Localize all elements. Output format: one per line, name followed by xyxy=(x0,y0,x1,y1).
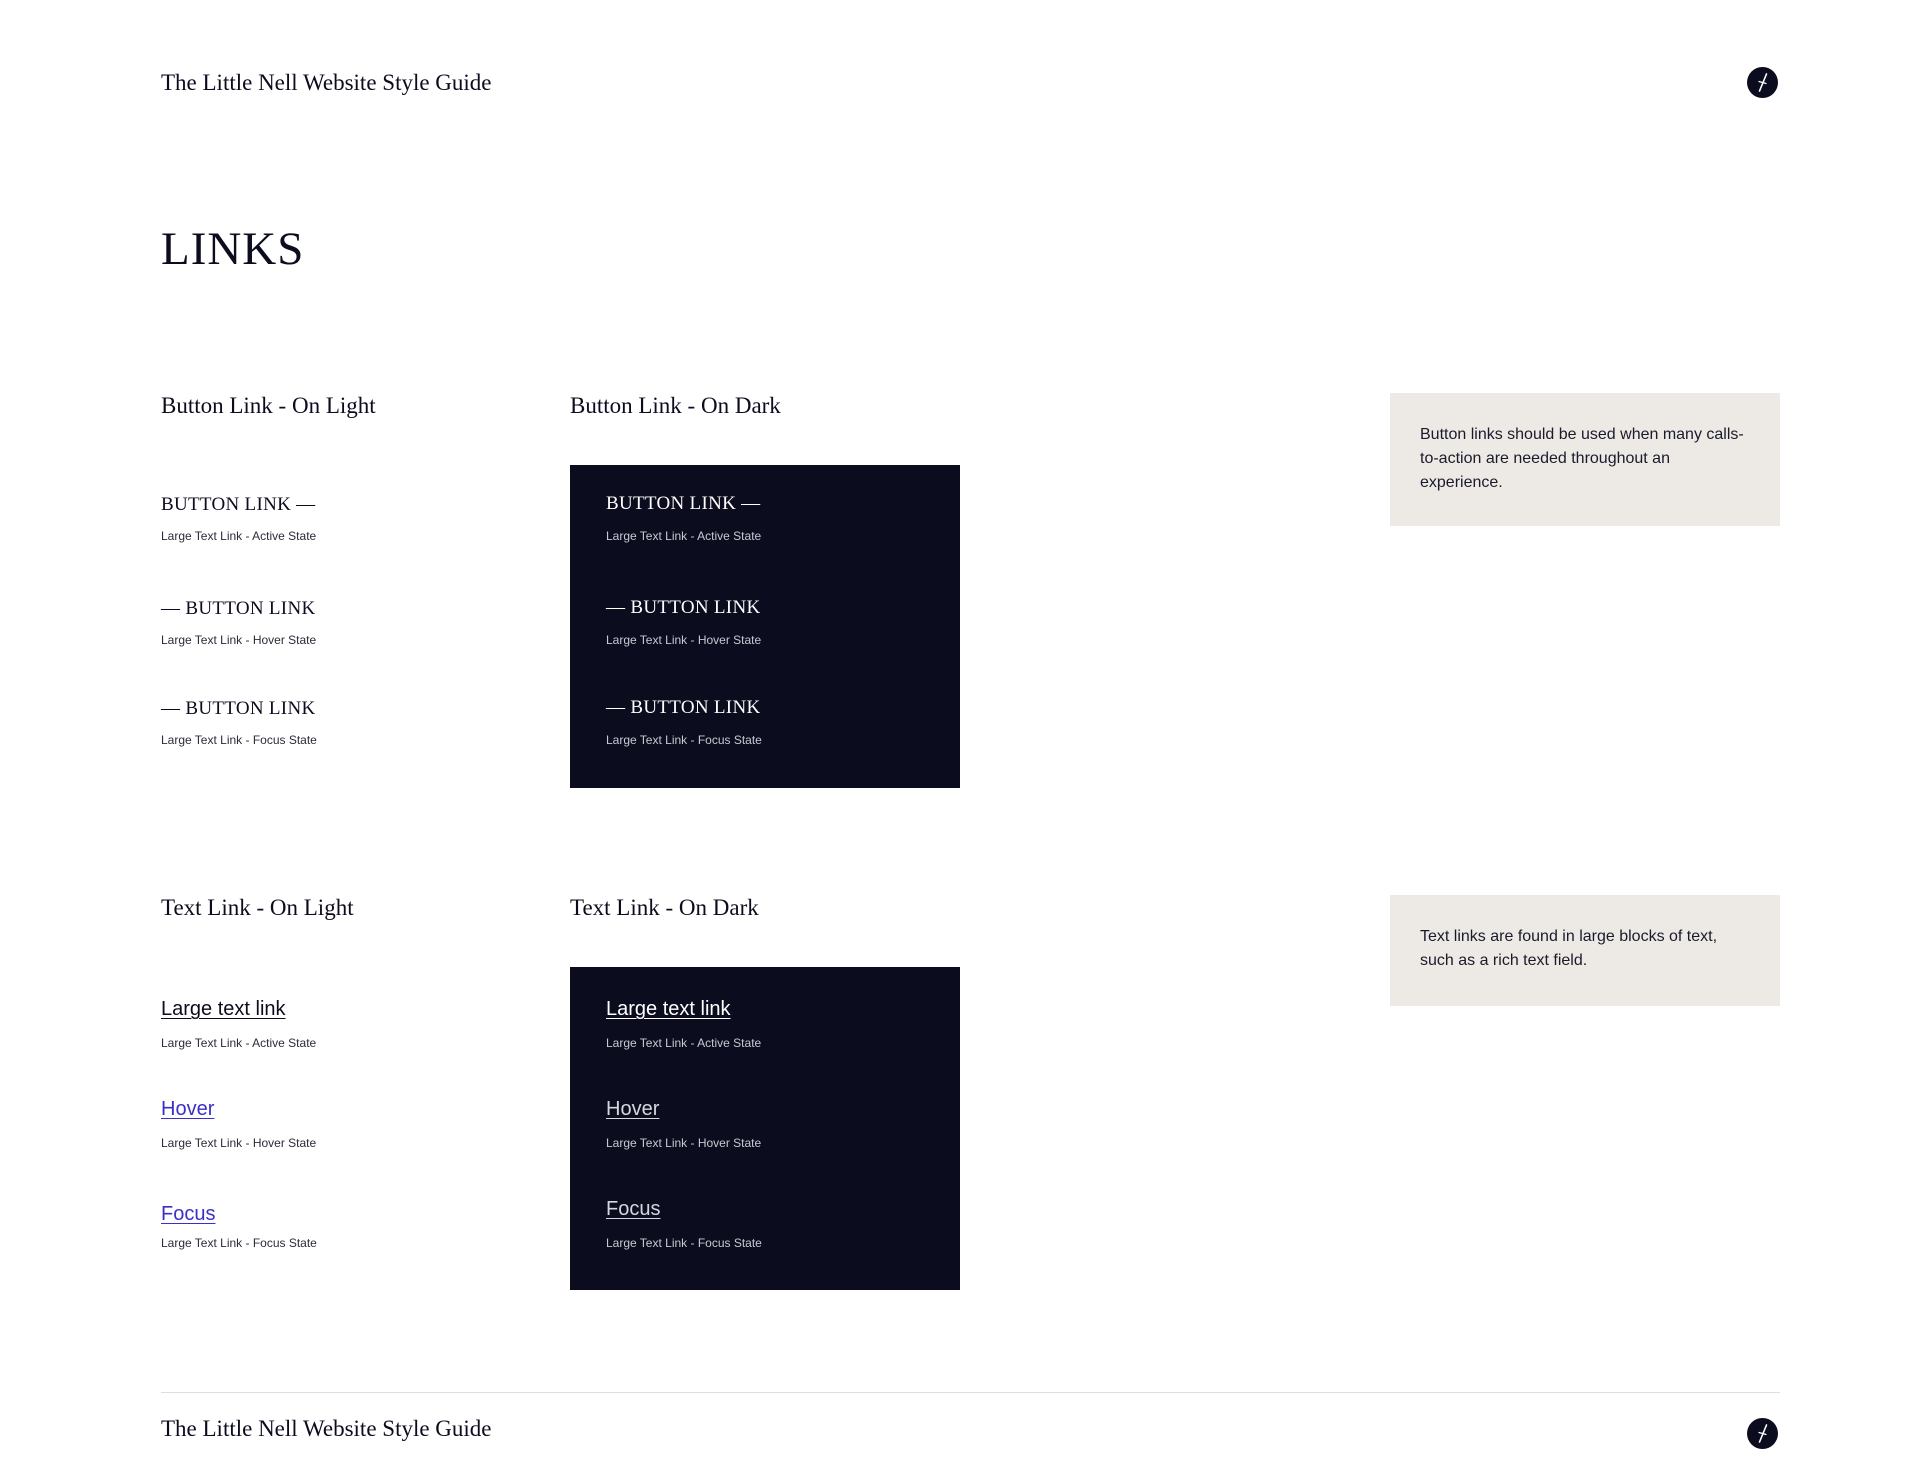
site-title[interactable]: The Little Nell Website Style Guide xyxy=(161,70,492,95)
text-link-active-caption: Large Text Link - Active State xyxy=(161,1036,317,1050)
button-links-note-text: Button links should be used when many calls-to-action are needed throughout an experience. xyxy=(1420,426,1744,491)
button-link-focus-caption: Large Text Link - Focus State xyxy=(161,733,317,747)
text-link-hover[interactable]: Hover xyxy=(161,1098,215,1120)
button-link-dark-focus-caption: Large Text Link - Focus State xyxy=(606,733,762,747)
page-title: LINKS xyxy=(161,223,305,275)
button-link-active-caption: Large Text Link - Active State xyxy=(161,529,317,543)
text-link-hover-caption: Large Text Link - Hover State xyxy=(161,1136,317,1150)
button-link-dark-active-caption: Large Text Link - Active State xyxy=(606,529,762,543)
button-link-on-dark-heading: Button Link - On Dark xyxy=(570,393,781,418)
footer-compass-logo-icon[interactable] xyxy=(1747,1418,1778,1449)
text-link-on-dark-heading: Text Link - On Dark xyxy=(570,895,759,920)
footer-site-title[interactable]: The Little Nell Website Style Guide xyxy=(161,1416,492,1441)
text-link-active[interactable]: Large text link xyxy=(161,998,286,1020)
button-links-note xyxy=(1390,393,1780,526)
button-link-dark-focus[interactable]: — BUTTON LINK xyxy=(606,697,761,718)
button-link-hover[interactable]: — BUTTON LINK xyxy=(161,598,316,619)
text-link-focus[interactable]: Focus xyxy=(161,1203,216,1225)
button-link-dark-hover-caption: Large Text Link - Hover State xyxy=(606,633,762,647)
text-link-dark-active[interactable]: Large text link xyxy=(606,998,731,1020)
button-link-dark-active[interactable]: BUTTON LINK — xyxy=(606,493,761,514)
text-link-dark-hover-caption: Large Text Link - Hover State xyxy=(606,1136,762,1150)
footer-divider xyxy=(161,1392,1780,1393)
button-link-hover-caption: Large Text Link - Hover State xyxy=(161,633,317,647)
button-link-active[interactable]: BUTTON LINK — xyxy=(161,494,316,515)
text-link-dark-focus[interactable]: Focus xyxy=(606,1198,661,1220)
text-links-note-text: Text links are found in large blocks of text, such as a rich text field. xyxy=(1420,928,1718,969)
button-link-dark-hover[interactable]: — BUTTON LINK xyxy=(606,597,761,618)
text-link-dark-focus-caption: Large Text Link - Focus State xyxy=(606,1236,762,1250)
text-link-dark-active-caption: Large Text Link - Active State xyxy=(606,1036,762,1050)
text-link-focus-caption: Large Text Link - Focus State xyxy=(161,1236,317,1250)
button-link-on-light-heading: Button Link - On Light xyxy=(161,393,376,418)
text-links-note xyxy=(1390,895,1780,1006)
compass-logo-icon[interactable] xyxy=(1747,67,1778,98)
text-link-on-light-heading: Text Link - On Light xyxy=(161,895,354,920)
button-link-focus[interactable]: — BUTTON LINK xyxy=(161,698,316,719)
text-link-dark-hover[interactable]: Hover xyxy=(606,1098,660,1120)
